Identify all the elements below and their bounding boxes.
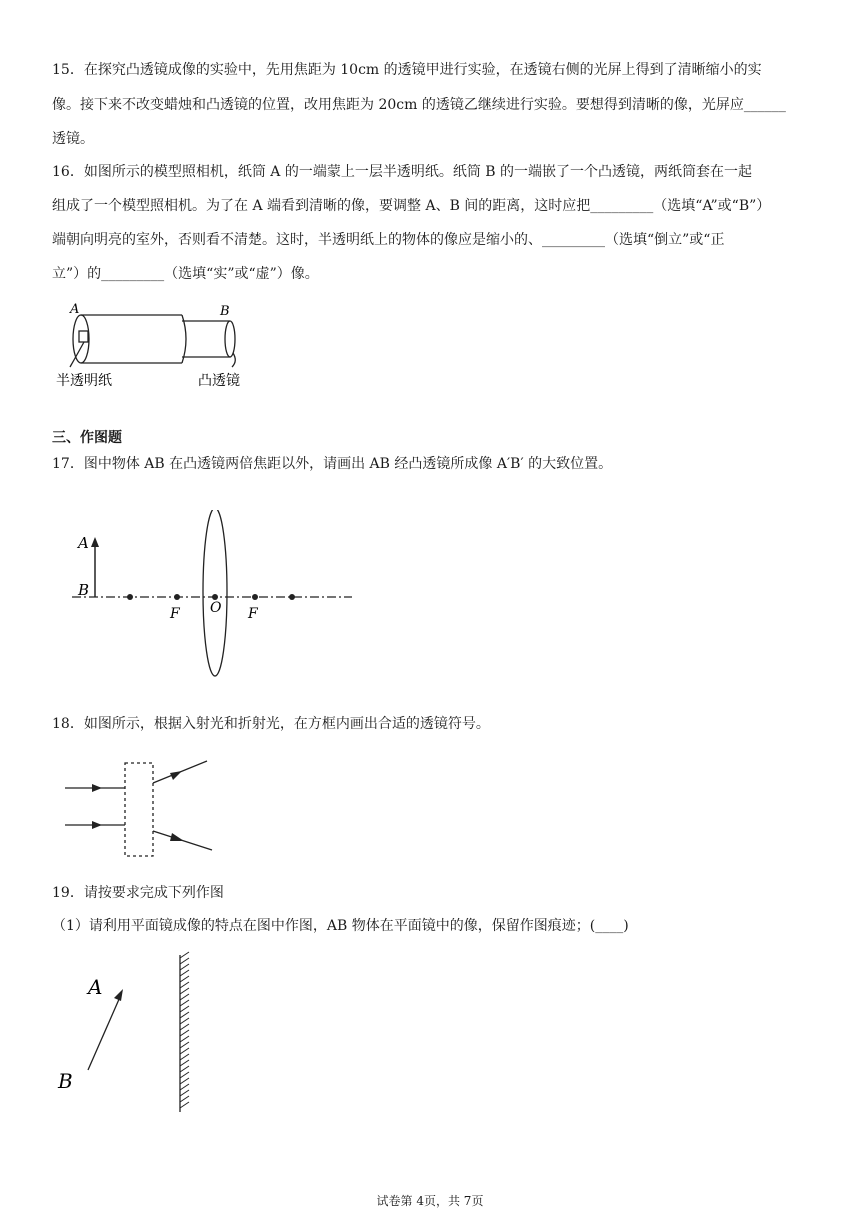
q15-line-2: 像。接下来不改变蜡烛和凸透镜的位置，改用焦距为 20cm 的透镜乙继续进行实验。要想得到清晰的像，光屏应______ xyxy=(52,97,786,113)
q16-line-3: 端朝向明亮的室外，否则看不清楚。这时，半透明纸上的物体的像应是缩小的、_________（选填“倒立”或“正 xyxy=(52,232,725,248)
q16-camera-figure xyxy=(52,295,272,395)
object-arrow-head xyxy=(91,537,99,547)
q17-label-a: A xyxy=(78,534,89,552)
mirror-object-arrow-head xyxy=(114,989,123,1001)
q17-label-f-left: F xyxy=(170,606,180,622)
q18-lens-box-figure xyxy=(60,755,230,865)
q17-label-b: B xyxy=(78,581,90,599)
q16-caption-paper: 半透明纸 xyxy=(56,373,112,389)
q16-label-a: A xyxy=(70,302,80,317)
q17-text: 17．图中物体 AB 在凸透镜两倍焦距以外，请画出 AB 经凸透镜所成像 A′B′ 的大致位置。 xyxy=(52,456,613,472)
q19-sub-1: （1）请利用平面镜成像的特点在图中作图，AB 物体在平面镜中的像，保留作图痕迹；(____) xyxy=(52,918,629,934)
q15-line-3: 透镜。 xyxy=(52,131,94,147)
page-footer: 试卷第 4页，共 7页 xyxy=(376,1194,484,1208)
mirror-hatching xyxy=(180,952,189,1108)
q17-lens-figure xyxy=(60,510,360,685)
section-3-title: 三、作图题 xyxy=(52,430,122,446)
q16-line-2: 组成了一个模型照相机。为了在 A 端看到清晰的像，要调整 A、B 间的距离，这时应把_________（选填“A”或“B”） xyxy=(52,198,771,214)
q16-caption-lens: 凸透镜 xyxy=(198,373,240,389)
q19-label-a: A xyxy=(88,975,103,999)
q19-mirror-figure xyxy=(52,950,212,1120)
q15-line-1: 15．在探究凸透镜成像的实验中，先用焦距为 10cm 的透镜甲进行实验，在透镜右侧的光屏上得到了清晰缩小的实 xyxy=(52,62,762,78)
q19-text: 19．请按要求完成下列作图 xyxy=(52,885,224,901)
q19-label-b: B xyxy=(58,1069,73,1093)
q16-label-b: B xyxy=(220,304,230,319)
q16-line-1: 16．如图所示的模型照相机，纸筒 A 的一端蒙上一层半透明纸。纸筒 B 的一端嵌了一个凸透镜，两纸筒套在一起 xyxy=(52,164,753,180)
q17-label-f-right: F xyxy=(248,606,258,622)
q16-line-4: 立”）的_________（选填“实”或“虚”）像。 xyxy=(52,266,319,282)
q17-label-o: O xyxy=(210,600,222,616)
q18-text: 18．如图所示，根据入射光和折射光，在方框内画出合适的透镜符号。 xyxy=(52,716,490,732)
